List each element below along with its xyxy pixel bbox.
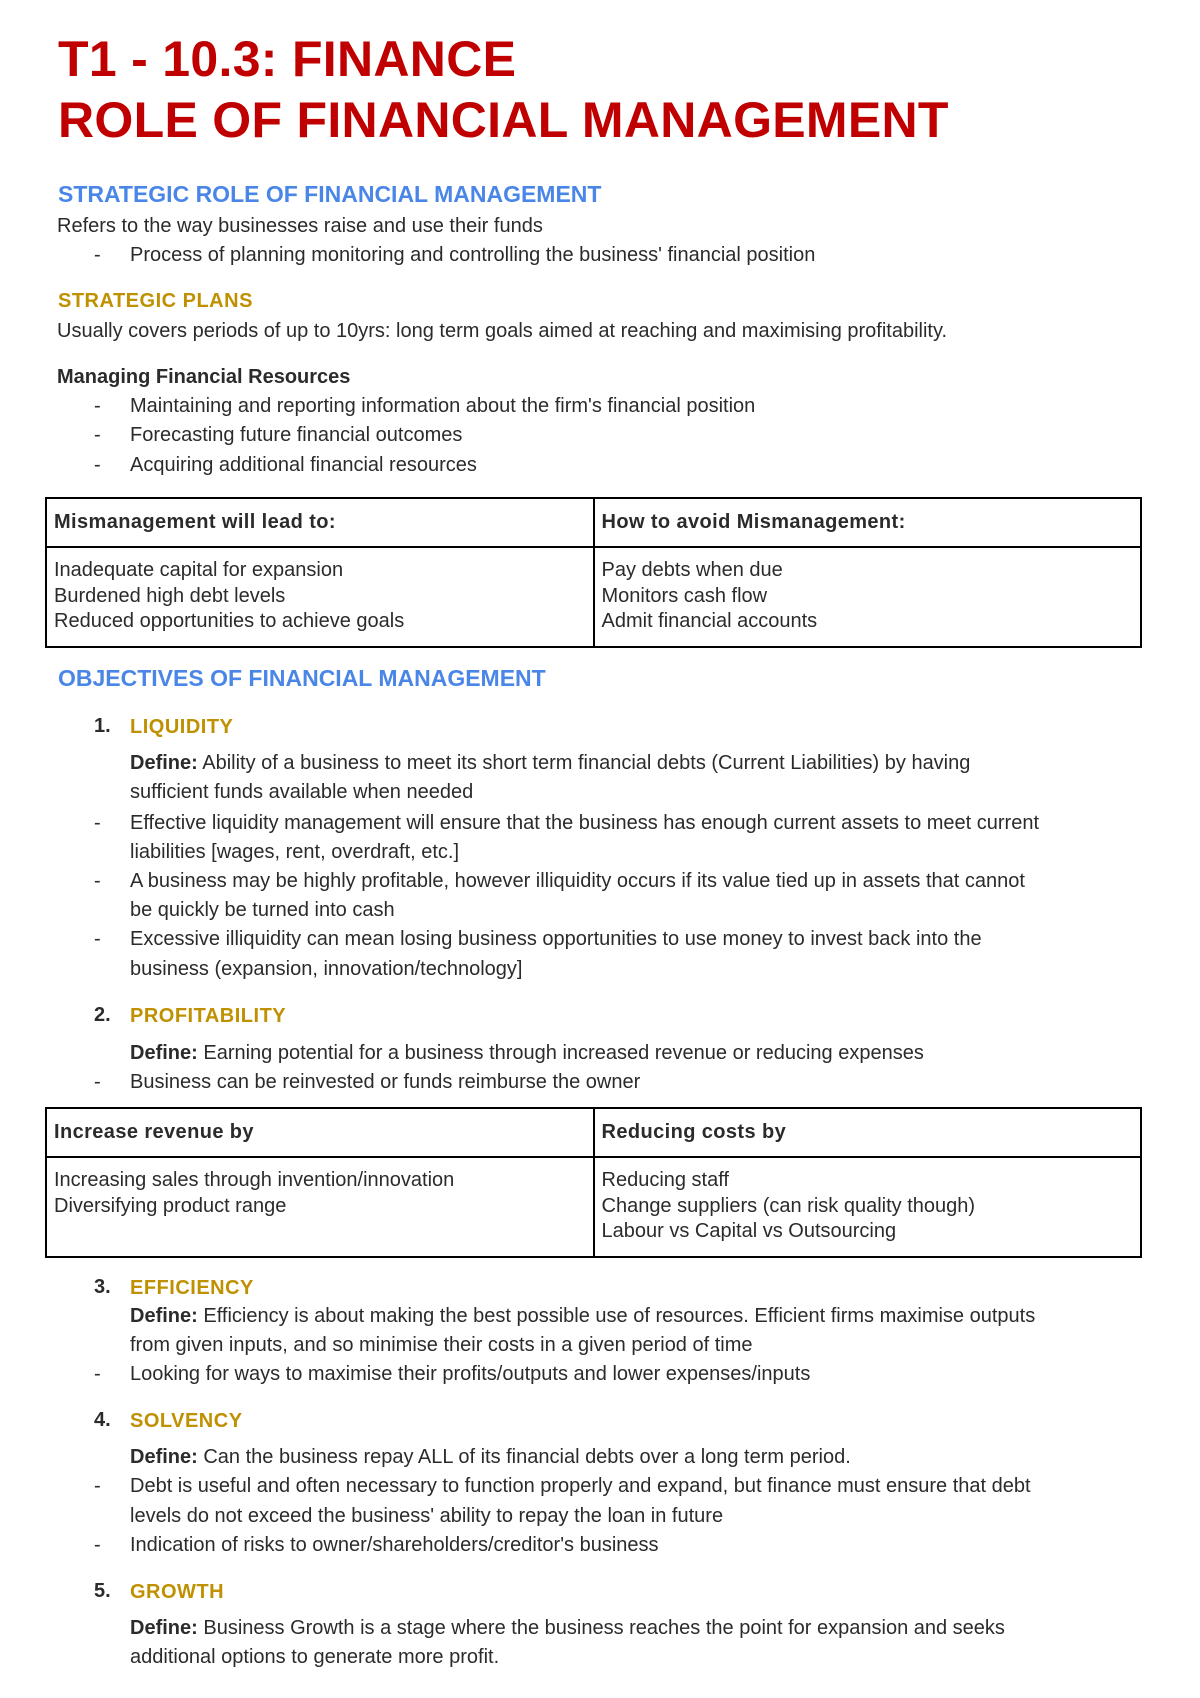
- table-cell-line: Change suppliers (can risk quality though): [601, 1194, 976, 1217]
- efficiency-define: [130, 1305, 1035, 1328]
- growth-define-text: Business Growth is a stage where the business reaches the point for expansion and seeks: [197, 1617, 1005, 1639]
- define-label: Define:: [130, 1617, 198, 1639]
- growth-define: [130, 1617, 1005, 1640]
- dash-bullet: -: [94, 454, 101, 476]
- managing-resources-bullet-1: Maintaining and reporting information about the firm's financial position: [130, 395, 756, 417]
- liquidity-bullet-1: Effective liquidity management will ensure that the business has enough current assets to meet current: [130, 812, 1040, 834]
- define-label: Define:: [130, 1305, 198, 1327]
- reducing-costs-header: Reducing costs by: [594, 1108, 1142, 1157]
- dash-bullet: -: [94, 244, 101, 266]
- table-cell-line: Monitors cash flow: [601, 584, 768, 607]
- table-cell-line: Inadequate capital for expansion: [54, 559, 344, 581]
- table-cell-line: Labour vs Capital vs Outsourcing: [601, 1220, 897, 1242]
- list-number: 1.: [94, 715, 111, 737]
- solvency-heading: SOLVENCY: [130, 1410, 243, 1432]
- liquidity-define-continued: sufficient funds available when needed: [130, 781, 474, 803]
- strategic-plans-text: Usually covers periods of up to 10yrs: long term goals aimed at reaching and maximising profitability.: [57, 320, 948, 342]
- solvency-define: [130, 1446, 851, 1469]
- solvency-bullet-2: Indication of risks to owner/shareholders/creditor's business: [130, 1534, 659, 1556]
- solvency-define-text: Can the business repay ALL of its financial debts over a long term period.: [197, 1446, 851, 1468]
- growth-define-continued: additional options to generate more profit.: [130, 1646, 500, 1668]
- revenue-costs-table: [45, 1107, 1142, 1258]
- efficiency-heading: EFFICIENCY: [130, 1277, 254, 1299]
- table-cell-line: Burdened high debt levels: [54, 584, 286, 607]
- table-cell-line: Admit financial accounts: [601, 610, 818, 632]
- liquidity-heading: LIQUIDITY: [130, 716, 234, 738]
- table-cell-line: Reducing staff: [601, 1169, 729, 1191]
- solvency-bullet-1-continued: levels do not exceed the business' ability to repay the loan in future: [130, 1505, 724, 1527]
- define-label: Define:: [130, 752, 198, 774]
- liquidity-bullet-1-continued: liabilities [wages, rent, overdraft, etc.]: [130, 841, 460, 863]
- list-number: 4.: [94, 1409, 111, 1431]
- page-title-line2: ROLE OF FINANCIAL MANAGEMENT: [58, 92, 949, 148]
- strategic-role-bullet-1: Process of planning monitoring and controlling the business' financial position: [130, 244, 816, 266]
- table-cell-line: Diversifying product range: [54, 1194, 287, 1217]
- dash-bullet: -: [94, 1071, 101, 1093]
- dash-bullet: -: [94, 1475, 101, 1497]
- liquidity-define-text: Ability of a business to meet its short term financial debts (Current Liabilities) by having: [197, 752, 971, 774]
- liquidity-bullet-3: Excessive illiquidity can mean losing business opportunities to use money to invest back into the: [130, 928, 982, 950]
- avoid-mismanagement-cell: [594, 547, 1142, 647]
- dash-bullet: -: [94, 424, 101, 446]
- profitability-define: [130, 1042, 924, 1065]
- growth-heading: GROWTH: [130, 1581, 225, 1603]
- liquidity-bullet-2-continued: be quickly be turned into cash: [130, 899, 395, 921]
- profitability-bullet-1: Business can be reinvested or funds reimburse the owner: [130, 1071, 641, 1093]
- mismanagement-header: Mismanagement will lead to:: [46, 498, 594, 547]
- objectives-heading: OBJECTIVES OF FINANCIAL MANAGEMENT: [58, 665, 546, 691]
- list-number: 5.: [94, 1580, 111, 1602]
- list-number: 3.: [94, 1276, 111, 1298]
- define-label: Define:: [130, 1042, 198, 1064]
- managing-resources-bullet-3: Acquiring additional financial resources: [130, 454, 477, 476]
- dash-bullet: -: [94, 928, 101, 950]
- liquidity-define: [130, 752, 970, 775]
- mismanagement-table: [45, 497, 1142, 648]
- dash-bullet: -: [94, 1363, 101, 1385]
- reducing-costs-cell: [594, 1157, 1142, 1257]
- profitability-heading: PROFITABILITY: [130, 1005, 287, 1027]
- define-label: Define:: [130, 1446, 198, 1468]
- profitability-define-text: Earning potential for a business through increased revenue or reducing expenses: [197, 1042, 924, 1064]
- managing-resources-heading: Managing Financial Resources: [57, 366, 351, 388]
- liquidity-bullet-2: A business may be highly profitable, however illiquidity occurs if its value tied up in assets that cannot: [130, 870, 1025, 892]
- efficiency-define-continued: from given inputs, and so minimise their costs in a given period of time: [130, 1334, 753, 1356]
- table-cell-line: Increasing sales through invention/innovation: [54, 1169, 455, 1191]
- page-title-line1: T1 - 10.3: FINANCE: [58, 31, 517, 87]
- table-cell-line: Reduced opportunities to achieve goals: [54, 610, 405, 632]
- mismanagement-cell: [46, 547, 594, 647]
- dash-bullet: -: [94, 395, 101, 417]
- solvency-bullet-1: Debt is useful and often necessary to function properly and expand, but finance must ensure that debt: [130, 1475, 1031, 1497]
- efficiency-define-text: Efficiency is about making the best possible use of resources. Efficient firms maximise outputs: [197, 1305, 1036, 1327]
- increase-revenue-header: Increase revenue by: [46, 1108, 594, 1157]
- strategic-role-heading: STRATEGIC ROLE OF FINANCIAL MANAGEMENT: [58, 181, 602, 207]
- list-number: 2.: [94, 1004, 111, 1026]
- strategic-plans-heading: STRATEGIC PLANS: [58, 290, 253, 312]
- avoid-mismanagement-header: How to avoid Mismanagement:: [594, 498, 1142, 547]
- dash-bullet: -: [94, 812, 101, 834]
- dash-bullet: -: [94, 1534, 101, 1556]
- increase-revenue-cell: [46, 1157, 594, 1257]
- dash-bullet: -: [94, 870, 101, 892]
- managing-resources-bullet-2: Forecasting future financial outcomes: [130, 424, 463, 446]
- efficiency-bullet-1: Looking for ways to maximise their profits/outputs and lower expenses/inputs: [130, 1363, 811, 1385]
- liquidity-bullet-3-continued: business (expansion, innovation/technology]: [130, 958, 523, 980]
- table-cell-line: Pay debts when due: [601, 559, 783, 581]
- strategic-role-text: Refers to the way businesses raise and use their funds: [57, 215, 543, 237]
